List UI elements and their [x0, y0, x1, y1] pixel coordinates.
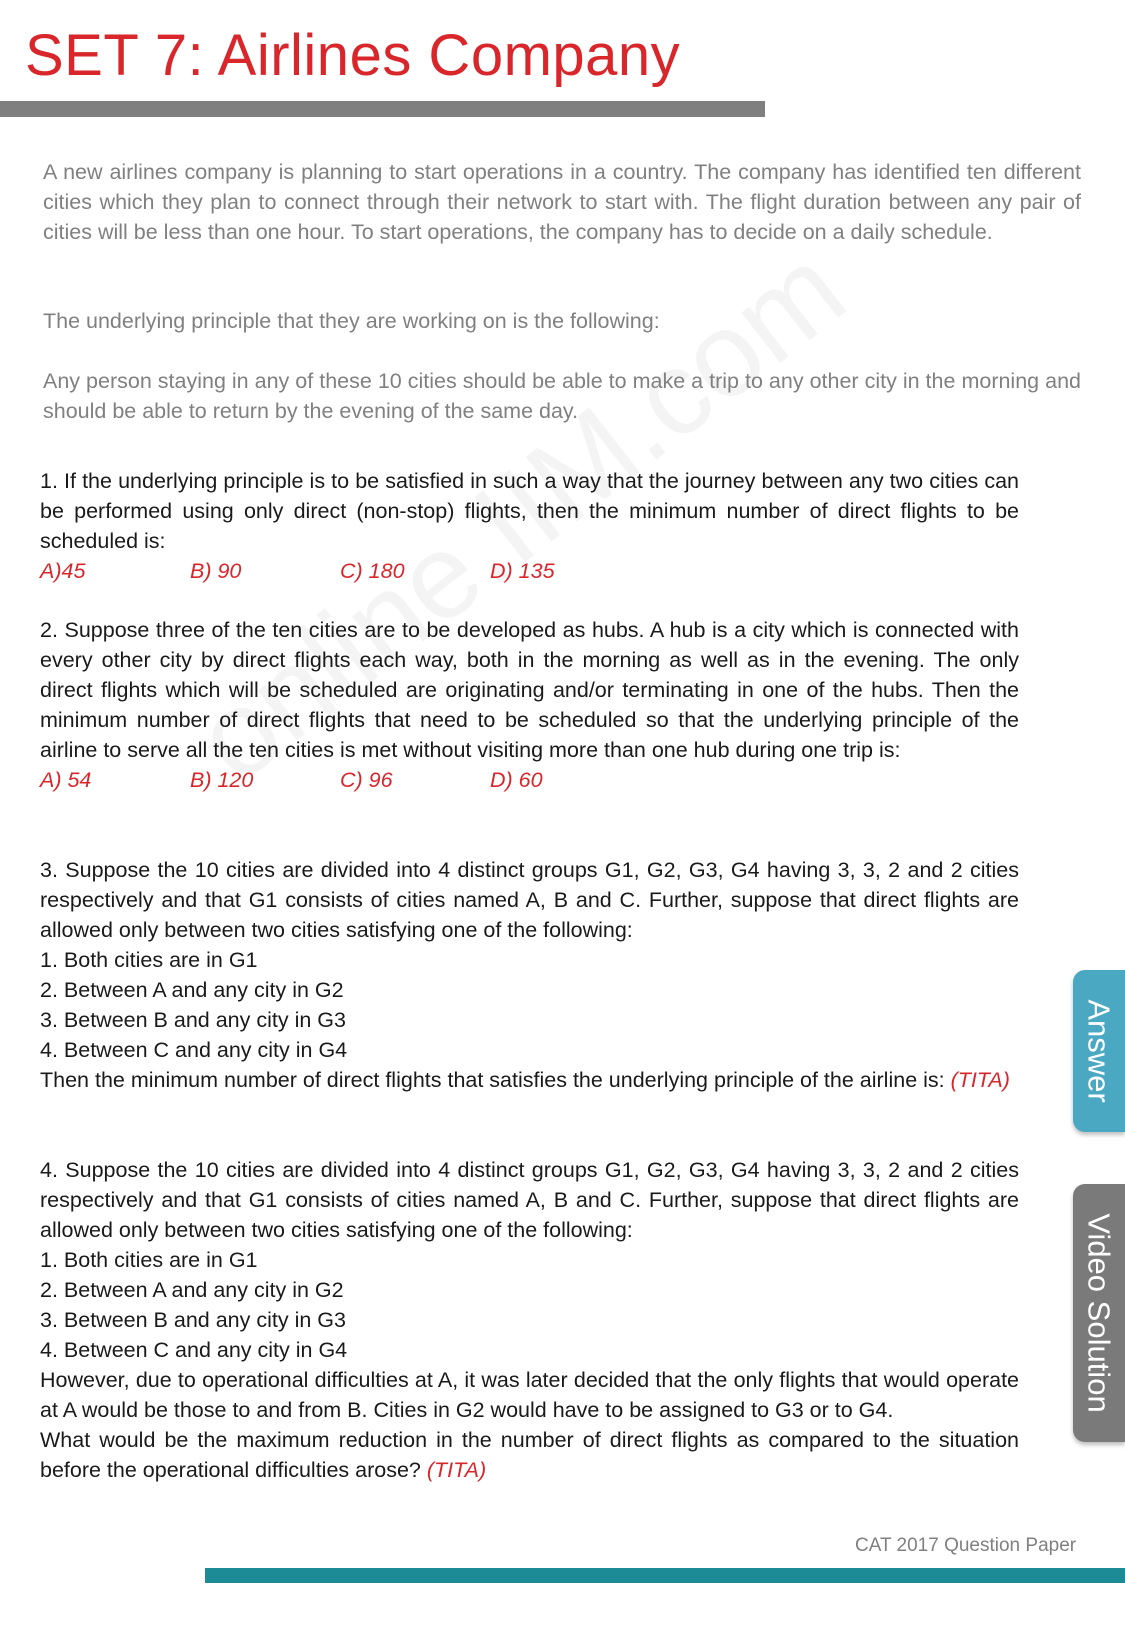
option-d: D) 135	[490, 559, 555, 583]
footer-text: CAT 2017 Question Paper	[855, 1535, 1077, 1556]
title-underline-bar	[0, 101, 765, 117]
question-3-closing	[40, 1065, 1019, 1095]
question-4-closing-text: What would be the maximum reduction in the number of direct flights as compared to the situation before the operational difficulties arose?	[40, 1428, 1019, 1482]
tita-tag: (TITA)	[426, 1458, 487, 1482]
question-4-extra: However, due to operational difficulties at A, it was later decided that the only flights that would operate at A would be those to and from B. Cities in G2 would have to be assigned to G3 or to G4.	[40, 1368, 1019, 1422]
option-b: B) 90	[190, 559, 242, 583]
answer-tab-button[interactable]	[1073, 970, 1125, 1132]
condition-item: 2. Between A and any city in G2	[40, 978, 344, 1002]
tita-tag: (TITA)	[950, 1068, 1010, 1092]
footer-bar	[205, 1568, 1125, 1583]
condition-item: 4. Between C and any city in G4	[40, 1338, 348, 1362]
question-3	[40, 855, 1019, 1095]
question-1	[40, 466, 1019, 586]
option-c: C) 96	[340, 768, 393, 792]
condition-item: 4. Between C and any city in G4	[40, 1038, 348, 1062]
video-solution-tab-button[interactable]	[1073, 1184, 1125, 1442]
option-a: A) 54	[40, 768, 92, 792]
question-2	[40, 615, 1019, 795]
page-title: SET 7: Airlines Company	[25, 23, 681, 88]
question-4	[40, 1155, 1019, 1485]
intro-text-3: Any person staying in any of these 10 cities should be able to make a trip to any other city in the morning and should be able to return by the evening of the same day.	[43, 369, 1081, 423]
intro-paragraph-1	[43, 157, 1081, 247]
intro-text-1: A new airlines company is planning to start operations in a country. The company has identified ten different cities which they plan to connect through their network to start with. The flight duration between any pair of cities will be less than one hour. To start operations, the company has to decide on a daily schedule.	[43, 160, 1081, 244]
answer-tab-label: Answer	[1082, 999, 1117, 1103]
condition-item: 2. Between A and any city in G2	[40, 1278, 344, 1302]
option-b: B) 120	[190, 768, 254, 792]
question-1-text: 1. If the underlying principle is to be satisfied in such a way that the journey between any two cities can be performed using only direct (non-stop) flights, then the minimum number of direct flights to be scheduled is:	[40, 469, 1019, 553]
question-2-options	[40, 765, 1019, 795]
intro-paragraph-2	[43, 306, 1081, 336]
question-4-closing	[40, 1425, 1019, 1485]
condition-item: 1. Both cities are in G1	[40, 948, 258, 972]
question-4-text: 4. Suppose the 10 cities are divided into 4 distinct groups G1, G2, G3, G4 having 3, 3, 2 and 2 cities respectively and that G1 consists of cities named A, B and C. Further, suppose that direct flights are allowed only between two cities satisfying one of the following:	[40, 1158, 1019, 1242]
intro-paragraph-3	[43, 366, 1081, 426]
condition-item: 1. Both cities are in G1	[40, 1248, 258, 1272]
condition-item: 3. Between B and any city in G3	[40, 1308, 346, 1332]
option-a: A)45	[40, 559, 86, 583]
question-3-closing-text: Then the minimum number of direct flights that satisfies the underlying principle of the airline is:	[40, 1068, 951, 1092]
intro-text-2: The underlying principle that they are working on is the following:	[43, 309, 660, 333]
question-1-options	[40, 556, 1019, 586]
video-solution-tab-label: Video Solution	[1082, 1213, 1117, 1413]
question-2-text: 2. Suppose three of the ten cities are to be developed as hubs. A hub is a city which is connected with every other city by direct flights each way, both in the morning as well as in the evening. The only direct flights which will be scheduled are originating and/or terminating in one of the hubs. Then the minimum number of direct flights that need to be scheduled so that the underlying principle of the airline to serve all the ten cities is met without visiting more than one hub during one trip is:	[40, 618, 1019, 762]
option-c: C) 180	[340, 559, 405, 583]
option-d: D) 60	[490, 768, 543, 792]
condition-item: 3. Between B and any city in G3	[40, 1008, 346, 1032]
question-3-text: 3. Suppose the 10 cities are divided into 4 distinct groups G1, G2, G3, G4 having 3, 3, 2 and 2 cities respectively and that G1 consists of cities named A, B and C. Further, suppose that direct flights are allowed only between two cities satisfying one of the following:	[40, 858, 1019, 942]
